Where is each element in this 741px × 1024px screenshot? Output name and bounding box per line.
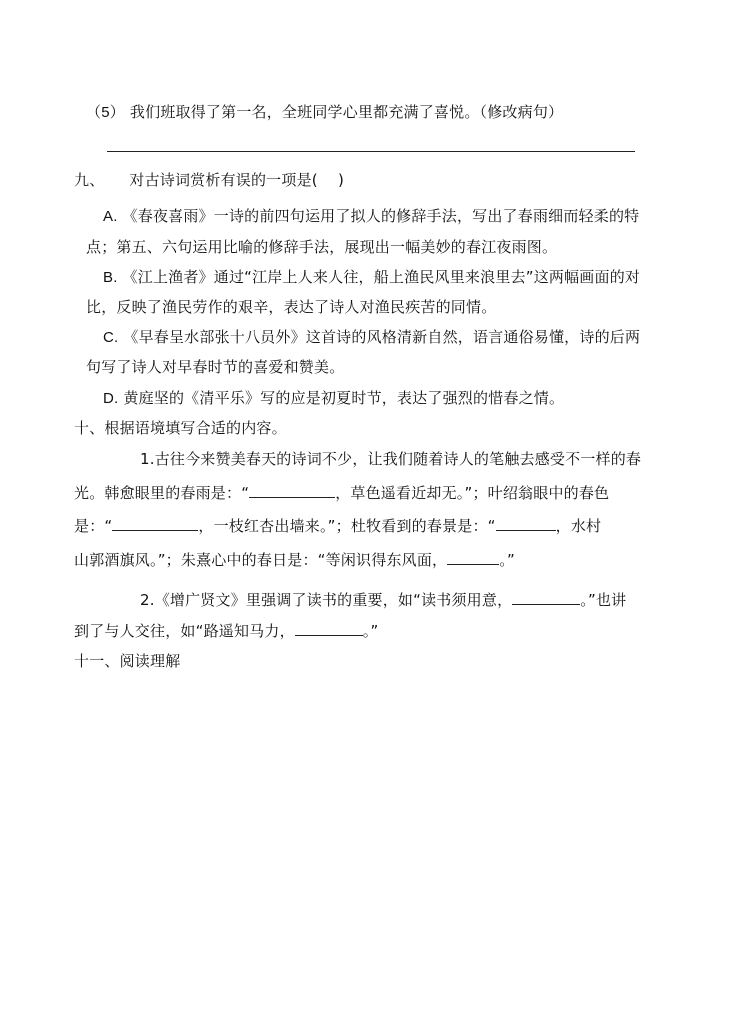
q10-p2-line2	[74, 621, 378, 641]
q10-p1-line4-text-a: 山郭酒旗风。”；朱熹心中的春日是：“等闲识得东风面，	[74, 551, 448, 569]
q10-p1-line2-text-a: 光。韩愈眼里的春雨是：“	[74, 484, 250, 502]
blank-ye-shaoweng[interactable]	[112, 516, 198, 531]
q10-p2-line2-text-a: 到了与人交往，如“路遥知马力，	[74, 622, 295, 640]
q10-p1-line3-text-c: ，水村	[555, 517, 602, 535]
q9-option-b-line1	[103, 267, 640, 288]
q9-option-a-text: 《春夜喜雨》一诗的前四句运用了拟人的修辞手法，写出了春雨细而轻柔的特	[122, 207, 640, 225]
q10-p1-line4	[74, 550, 515, 570]
q9-option-c-letter: C.	[103, 329, 119, 346]
q10-p1-line2-text-b: ，草色遥看近却无。”；叶绍翁眼中的春色	[335, 484, 610, 502]
q10-p2-line2-text-b: 。”	[362, 622, 379, 640]
q9-option-d-line1	[103, 388, 564, 409]
q9-heading	[74, 170, 344, 190]
q5-answer-line[interactable]	[107, 151, 635, 152]
q9-option-b-letter: B.	[103, 269, 118, 286]
q10-p1-line3	[74, 516, 601, 536]
q10-p2-line1-text-b: 。”也讲	[580, 591, 627, 609]
q10-p1-line1: 1.古往今来赞美春天的诗词不少，让我们随着诗人的笔触去感受不一样的春	[140, 450, 642, 468]
q9-option-c-line2: 句写了诗人对早春时节的喜爱和赞美。	[86, 358, 345, 376]
blank-zhu-xi[interactable]	[447, 550, 499, 565]
q5-text: 我们班取得了第一名，全班同学心里都充满了喜悦。（修改病句）	[129, 103, 564, 121]
q9-option-d-text: 黄庭坚的《清平乐》写的应是初夏时节，表达了强烈的惜春之情。	[123, 389, 565, 407]
q10-p1-line3-text-b: ，一枝红杏出墙来。”；杜牧看到的春景是：“	[198, 517, 496, 535]
q9-option-c-line1	[103, 327, 640, 348]
blank-friendship[interactable]	[295, 621, 363, 636]
q9-option-d-letter: D.	[103, 390, 119, 407]
blank-reading[interactable]	[512, 590, 580, 605]
q11-heading: 十一、阅读理解	[74, 652, 181, 670]
q9-option-a-line2: 点；第五、六句运用比喻的修辞手法，展现出一幅美妙的春江夜雨图。	[86, 238, 558, 256]
q9-number: 九、	[74, 171, 105, 189]
q5-line	[86, 102, 563, 123]
q9-option-a-line1	[103, 206, 639, 227]
q9-option-b-text: 《江上渔者》通过“江岸上人来人往，船上渔民风里来浪里去”这两幅画面的对	[122, 268, 641, 286]
q9-option-b-line2: 比，反映了渔民劳作的艰辛，表达了诗人对渔民疾苦的同情。	[86, 298, 497, 316]
q10-p1-line2	[74, 483, 609, 503]
q9-option-c-text: 《早春呈水部张十八员外》这首诗的风格清新自然，语言通俗易懂，诗的后两	[123, 328, 641, 346]
q10-p2-line1	[140, 590, 626, 610]
q10-p2-line1-text-a: 2.《增广贤文》里强调了读书的重要，如“读书须用意，	[140, 591, 513, 609]
q9-option-a-letter: A.	[103, 208, 118, 225]
q10-p1-line3-text-a: 是：“	[74, 517, 113, 535]
blank-du-mu[interactable]	[496, 516, 556, 531]
q10-p1-line4-text-b: 。”	[499, 551, 515, 569]
q5-number: （5）	[86, 104, 125, 121]
q10-heading: 十、根据语境填写合适的内容。	[74, 419, 287, 437]
blank-han-yu[interactable]	[249, 483, 335, 498]
q9-stem: 对古诗词赏析有误的一项是( )	[129, 171, 345, 189]
